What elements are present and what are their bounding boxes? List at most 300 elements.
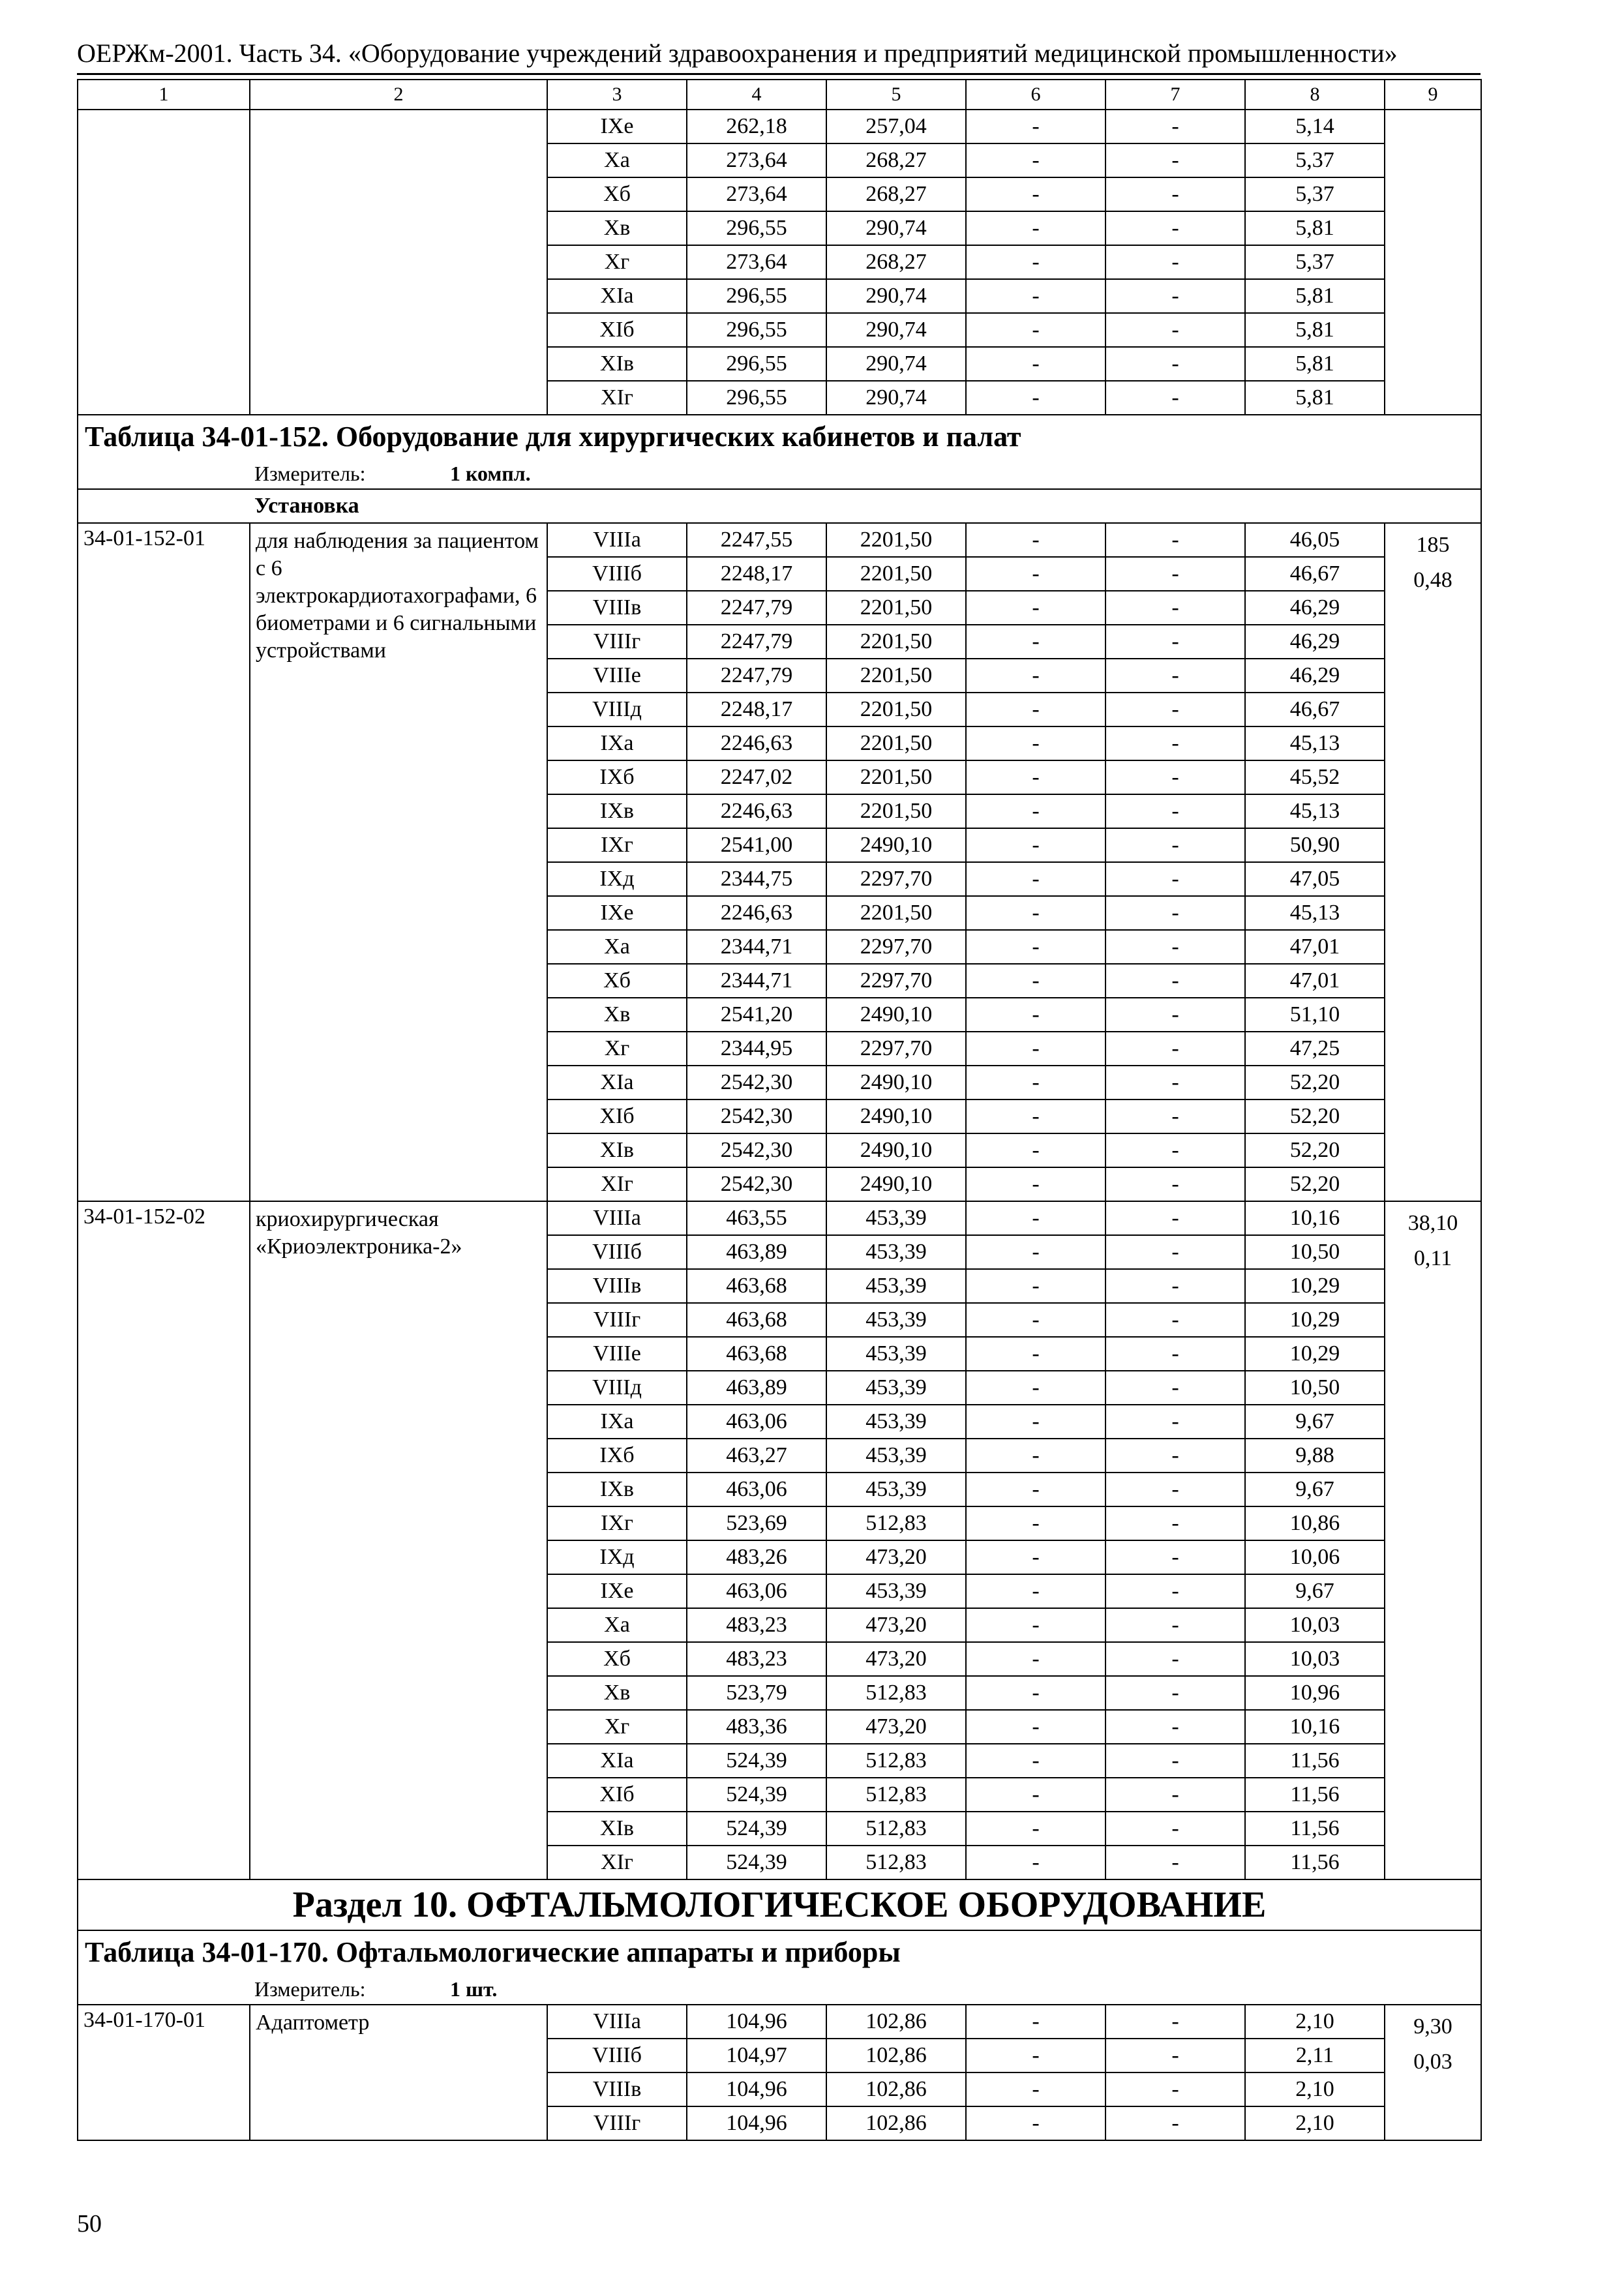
col8-cell: 10,06 — [1245, 1540, 1385, 1574]
document-header: ОЕРЖм-2001. Часть 34. «Оборудование учреждений здравоохранения и предприятий медицинской промышленности» — [77, 38, 1398, 68]
equipment-cost-cell: 453,39 — [826, 1303, 966, 1337]
total-cost-cell: 524,39 — [687, 1744, 826, 1778]
total-cost-cell: 463,27 — [687, 1439, 826, 1473]
page-number: 50 — [77, 2210, 102, 2237]
col6-cell: - — [966, 1574, 1105, 1608]
total-cost-cell: 262,18 — [687, 110, 826, 143]
region-cell: VIIIв — [547, 2072, 687, 2106]
region-cell: XIб — [547, 1100, 687, 1133]
equipment-cost-cell: 268,27 — [826, 177, 966, 211]
section-row — [78, 1879, 1481, 1930]
col6-cell: - — [966, 1133, 1105, 1167]
region-cell: Xв — [547, 1676, 687, 1710]
col8-cell: 5,81 — [1245, 211, 1385, 245]
equipment-cost-cell: 453,39 — [826, 1269, 966, 1303]
region-cell: IXа — [547, 726, 687, 760]
region-cell: XIа — [547, 1066, 687, 1100]
coef-cell — [1385, 1201, 1481, 1879]
region-cell: VIIIв — [547, 591, 687, 625]
col8-cell: 11,56 — [1245, 1812, 1385, 1846]
total-cost-cell: 2344,71 — [687, 930, 826, 964]
equipment-cost-cell: 2201,50 — [826, 557, 966, 591]
equipment-cost-cell: 2201,50 — [826, 625, 966, 659]
col6-cell: - — [966, 1608, 1105, 1642]
col8-cell: 9,67 — [1245, 1473, 1385, 1506]
region-cell: IXе — [547, 896, 687, 930]
col7-cell: - — [1105, 1676, 1245, 1710]
total-cost-cell: 2246,63 — [687, 726, 826, 760]
total-cost-cell: 483,23 — [687, 1642, 826, 1676]
total-cost-cell: 2542,30 — [687, 1167, 826, 1201]
total-cost-cell: 296,55 — [687, 279, 826, 313]
install-row — [78, 489, 1481, 523]
equipment-cost-cell: 2297,70 — [826, 862, 966, 896]
col7-cell: - — [1105, 523, 1245, 557]
table-row — [78, 110, 1481, 143]
table-title: Таблица 34-01-170. Офтальмологические аппараты и приборы — [78, 1930, 1481, 1974]
total-cost-cell: 296,55 — [687, 347, 826, 381]
equipment-cost-cell: 453,39 — [826, 1574, 966, 1608]
code-cell — [78, 110, 250, 415]
col6-cell: - — [966, 862, 1105, 896]
total-cost-cell: 104,96 — [687, 2005, 826, 2039]
equipment-cost-cell: 512,83 — [826, 1778, 966, 1812]
col6-cell: - — [966, 625, 1105, 659]
col7-cell: - — [1105, 1574, 1245, 1608]
meter-cell — [78, 458, 1481, 489]
meter-label: Измеритель: — [254, 1977, 366, 2001]
col6-cell: - — [966, 1337, 1105, 1371]
col7-cell: - — [1105, 998, 1245, 1032]
col8-cell: 51,10 — [1245, 998, 1385, 1032]
total-cost-cell: 463,06 — [687, 1405, 826, 1439]
col6-cell: - — [966, 1540, 1105, 1574]
col7-cell: - — [1105, 1201, 1245, 1235]
col8-cell: 10,03 — [1245, 1642, 1385, 1676]
equipment-cost-cell: 257,04 — [826, 110, 966, 143]
total-cost-cell: 2247,79 — [687, 659, 826, 693]
name-cell — [250, 110, 547, 415]
region-cell: VIIIб — [547, 2039, 687, 2072]
equipment-cost-cell: 102,86 — [826, 2039, 966, 2072]
col8-cell: 5,37 — [1245, 177, 1385, 211]
col7-cell: - — [1105, 245, 1245, 279]
col7-cell: - — [1105, 659, 1245, 693]
col6-cell: - — [966, 1846, 1105, 1879]
col6-cell: - — [966, 1506, 1105, 1540]
col6-cell: - — [966, 1676, 1105, 1710]
col6-cell: - — [966, 313, 1105, 347]
col7-cell: - — [1105, 279, 1245, 313]
region-cell: VIIIд — [547, 1371, 687, 1405]
region-cell: Xг — [547, 1710, 687, 1744]
column-number: 5 — [826, 80, 966, 110]
col8-cell: 47,25 — [1245, 1032, 1385, 1066]
col7-cell: - — [1105, 760, 1245, 794]
total-cost-cell: 2344,71 — [687, 964, 826, 998]
col6-cell: - — [966, 1710, 1105, 1744]
coef-cell — [1385, 2005, 1481, 2140]
col7-cell: - — [1105, 693, 1245, 726]
equipment-cost-cell: 2201,50 — [826, 523, 966, 557]
item-code: 34-01-152-02 — [78, 1201, 250, 1879]
total-cost-cell: 2542,30 — [687, 1100, 826, 1133]
table-row — [78, 523, 1481, 557]
region-cell: VIIIд — [547, 693, 687, 726]
region-cell: IXе — [547, 110, 687, 143]
col7-cell: - — [1105, 110, 1245, 143]
table-title: Таблица 34-01-152. Оборудование для хирургических кабинетов и палат — [78, 415, 1481, 458]
equipment-cost-cell: 512,83 — [826, 1506, 966, 1540]
col7-cell: - — [1105, 1100, 1245, 1133]
equipment-cost-cell: 512,83 — [826, 1744, 966, 1778]
col8-cell: 5,37 — [1245, 143, 1385, 177]
total-cost-cell: 483,26 — [687, 1540, 826, 1574]
column-number: 1 — [78, 80, 250, 110]
equipment-cost-cell: 268,27 — [826, 143, 966, 177]
region-cell: VIIIг — [547, 1303, 687, 1337]
col6-cell: - — [966, 2039, 1105, 2072]
region-cell: VIIIе — [547, 1337, 687, 1371]
col8-cell: 10,29 — [1245, 1269, 1385, 1303]
column-numbers-row — [78, 80, 1481, 110]
col8-cell: 11,56 — [1245, 1846, 1385, 1879]
col8-cell: 45,13 — [1245, 794, 1385, 828]
column-number: 6 — [966, 80, 1105, 110]
col8-cell: 10,03 — [1245, 1608, 1385, 1642]
total-cost-cell: 2246,63 — [687, 896, 826, 930]
col8-cell: 10,29 — [1245, 1303, 1385, 1337]
equipment-cost-cell: 512,83 — [826, 1676, 966, 1710]
item-code: 34-01-170-01 — [78, 2005, 250, 2140]
total-cost-cell: 2542,30 — [687, 1133, 826, 1167]
total-cost-cell: 483,36 — [687, 1710, 826, 1744]
col8-cell: 46,67 — [1245, 693, 1385, 726]
col7-cell: - — [1105, 794, 1245, 828]
col8-cell: 2,10 — [1245, 2106, 1385, 2140]
col8-cell: 47,05 — [1245, 862, 1385, 896]
region-cell: Xб — [547, 964, 687, 998]
col6-cell: - — [966, 523, 1105, 557]
table-row — [78, 1201, 1481, 1235]
col8-cell: 5,37 — [1245, 245, 1385, 279]
region-cell: IXа — [547, 1405, 687, 1439]
col7-cell: - — [1105, 211, 1245, 245]
meter-label: Измеритель: — [254, 462, 366, 485]
column-number: 8 — [1245, 80, 1385, 110]
col7-cell: - — [1105, 1371, 1245, 1405]
equipment-cost-cell: 2297,70 — [826, 964, 966, 998]
equipment-cost-cell: 473,20 — [826, 1642, 966, 1676]
region-cell: VIIIб — [547, 1235, 687, 1269]
col7-cell: - — [1105, 313, 1245, 347]
total-cost-cell: 463,89 — [687, 1371, 826, 1405]
col6-cell: - — [966, 279, 1105, 313]
col8-cell: 46,05 — [1245, 523, 1385, 557]
col7-cell: - — [1105, 1133, 1245, 1167]
equipment-cost-cell: 290,74 — [826, 347, 966, 381]
region-cell: VIIIв — [547, 1269, 687, 1303]
col7-cell: - — [1105, 1744, 1245, 1778]
col6-cell: - — [966, 245, 1105, 279]
col8-cell: 45,13 — [1245, 896, 1385, 930]
meter-row — [78, 1974, 1481, 2005]
region-cell: IXв — [547, 794, 687, 828]
col7-cell: - — [1105, 726, 1245, 760]
col7-cell: - — [1105, 1303, 1245, 1337]
col7-cell: - — [1105, 1710, 1245, 1744]
total-cost-cell: 2248,17 — [687, 693, 826, 726]
equipment-cost-cell: 2201,50 — [826, 794, 966, 828]
total-cost-cell: 2247,79 — [687, 625, 826, 659]
col6-cell: - — [966, 659, 1105, 693]
col7-cell: - — [1105, 625, 1245, 659]
equipment-cost-cell: 2201,50 — [826, 760, 966, 794]
total-cost-cell: 2246,63 — [687, 794, 826, 828]
total-cost-cell: 273,64 — [687, 245, 826, 279]
region-cell: XIа — [547, 279, 687, 313]
meter-cell — [78, 1974, 1481, 2005]
col6-cell: - — [966, 211, 1105, 245]
total-cost-cell: 463,68 — [687, 1337, 826, 1371]
region-cell: IXе — [547, 1574, 687, 1608]
region-cell: XIг — [547, 381, 687, 415]
total-cost-cell: 523,69 — [687, 1506, 826, 1540]
col6-cell: - — [966, 964, 1105, 998]
col6-cell: - — [966, 760, 1105, 794]
equipment-cost-cell: 2201,50 — [826, 693, 966, 726]
col8-cell: 52,20 — [1245, 1133, 1385, 1167]
column-number: 3 — [547, 80, 687, 110]
item-name: для наблюдения за пациентом с 6 электрокардиотахографами, 6 биометрами и 6 сигнальными устройствами — [250, 523, 547, 1201]
region-cell: VIIIг — [547, 625, 687, 659]
equipment-cost-cell: 453,39 — [826, 1337, 966, 1371]
region-cell: Xг — [547, 1032, 687, 1066]
col6-cell: - — [966, 1405, 1105, 1439]
col6-cell: - — [966, 998, 1105, 1032]
total-cost-cell: 463,68 — [687, 1269, 826, 1303]
total-cost-cell: 2344,95 — [687, 1032, 826, 1066]
col6-cell: - — [966, 1100, 1105, 1133]
col8-cell: 5,81 — [1245, 279, 1385, 313]
rates-table — [77, 79, 1482, 2141]
col6-cell: - — [966, 347, 1105, 381]
coef-value-1: 185 — [1416, 533, 1450, 557]
table-title-row — [78, 1930, 1481, 1974]
region-cell: Xа — [547, 930, 687, 964]
col8-cell: 10,96 — [1245, 1676, 1385, 1710]
col6-cell: - — [966, 2072, 1105, 2106]
total-cost-cell: 2247,55 — [687, 523, 826, 557]
col7-cell: - — [1105, 1608, 1245, 1642]
col7-cell: - — [1105, 1269, 1245, 1303]
region-cell: Xб — [547, 1642, 687, 1676]
equipment-cost-cell: 2490,10 — [826, 1167, 966, 1201]
region-cell: Xв — [547, 998, 687, 1032]
equipment-cost-cell: 453,39 — [826, 1439, 966, 1473]
equipment-cost-cell: 453,39 — [826, 1405, 966, 1439]
column-number: 2 — [250, 80, 547, 110]
col7-cell: - — [1105, 1167, 1245, 1201]
total-cost-cell: 523,79 — [687, 1676, 826, 1710]
col8-cell: 45,13 — [1245, 726, 1385, 760]
table-title-row — [78, 415, 1481, 458]
col6-cell: - — [966, 2106, 1105, 2140]
item-name: криохирургическая «Криоэлектроника-2» — [250, 1201, 547, 1879]
col6-cell: - — [966, 1167, 1105, 1201]
total-cost-cell: 2248,17 — [687, 557, 826, 591]
equipment-cost-cell: 473,20 — [826, 1608, 966, 1642]
total-cost-cell: 463,06 — [687, 1574, 826, 1608]
col6-cell: - — [966, 1473, 1105, 1506]
region-cell: IXб — [547, 1439, 687, 1473]
col7-cell: - — [1105, 862, 1245, 896]
col6-cell: - — [966, 726, 1105, 760]
col8-cell: 5,14 — [1245, 110, 1385, 143]
col8-cell: 46,29 — [1245, 591, 1385, 625]
total-cost-cell: 2344,75 — [687, 862, 826, 896]
col7-cell: - — [1105, 1846, 1245, 1879]
region-cell: IXг — [547, 1506, 687, 1540]
coef-value-2: 0,03 — [1413, 2050, 1452, 2074]
total-cost-cell: 273,64 — [687, 143, 826, 177]
coef-value-1: 9,30 — [1413, 2014, 1452, 2039]
col6-cell: - — [966, 693, 1105, 726]
col8-cell: 11,56 — [1245, 1744, 1385, 1778]
col6-cell: - — [966, 1812, 1105, 1846]
total-cost-cell: 296,55 — [687, 381, 826, 415]
col6-cell: - — [966, 1778, 1105, 1812]
region-cell: Xа — [547, 143, 687, 177]
col7-cell: - — [1105, 2005, 1245, 2039]
meter-unit: 1 шт. — [450, 1977, 498, 2001]
column-number: 4 — [687, 80, 826, 110]
col7-cell: - — [1105, 1812, 1245, 1846]
col8-cell: 9,88 — [1245, 1439, 1385, 1473]
col7-cell: - — [1105, 2106, 1245, 2140]
equipment-cost-cell: 2297,70 — [826, 930, 966, 964]
col7-cell: - — [1105, 1032, 1245, 1066]
total-cost-cell: 104,97 — [687, 2039, 826, 2072]
equipment-cost-cell: 473,20 — [826, 1540, 966, 1574]
region-cell: Xа — [547, 1608, 687, 1642]
col6-cell: - — [966, 1439, 1105, 1473]
total-cost-cell: 524,39 — [687, 1846, 826, 1879]
total-cost-cell: 2541,00 — [687, 828, 826, 862]
col7-cell: - — [1105, 177, 1245, 211]
col7-cell: - — [1105, 1473, 1245, 1506]
col8-cell: 9,67 — [1245, 1405, 1385, 1439]
col8-cell: 9,67 — [1245, 1574, 1385, 1608]
col6-cell: - — [966, 1642, 1105, 1676]
col8-cell: 46,67 — [1245, 557, 1385, 591]
equipment-cost-cell: 2201,50 — [826, 726, 966, 760]
equipment-cost-cell: 473,20 — [826, 1710, 966, 1744]
total-cost-cell: 463,68 — [687, 1303, 826, 1337]
col6-cell: - — [966, 1032, 1105, 1066]
equipment-cost-cell: 2201,50 — [826, 659, 966, 693]
col8-cell: 10,29 — [1245, 1337, 1385, 1371]
equipment-cost-cell: 102,86 — [826, 2106, 966, 2140]
col8-cell: 46,29 — [1245, 659, 1385, 693]
region-cell: Xг — [547, 245, 687, 279]
total-cost-cell: 2542,30 — [687, 1066, 826, 1100]
col7-cell: - — [1105, 930, 1245, 964]
total-cost-cell: 296,55 — [687, 313, 826, 347]
region-cell: XIг — [547, 1846, 687, 1879]
meter-unit: 1 компл. — [450, 462, 531, 485]
equipment-cost-cell: 2490,10 — [826, 1133, 966, 1167]
col6-cell: - — [966, 381, 1105, 415]
equipment-cost-cell: 512,83 — [826, 1812, 966, 1846]
col8-cell: 10,16 — [1245, 1710, 1385, 1744]
equipment-cost-cell: 512,83 — [826, 1846, 966, 1879]
col6-cell: - — [966, 1201, 1105, 1235]
total-cost-cell: 2541,20 — [687, 998, 826, 1032]
equipment-cost-cell: 102,86 — [826, 2005, 966, 2039]
equipment-cost-cell: 2490,10 — [826, 1066, 966, 1100]
install-label: Установка — [78, 489, 1481, 523]
col8-cell: 10,16 — [1245, 1201, 1385, 1235]
col8-cell: 2,10 — [1245, 2005, 1385, 2039]
region-cell: XIг — [547, 1167, 687, 1201]
col7-cell: - — [1105, 1337, 1245, 1371]
coef-cell — [1385, 110, 1481, 415]
col7-cell: - — [1105, 2039, 1245, 2072]
coef-cell — [1385, 523, 1481, 1201]
col8-cell: 47,01 — [1245, 930, 1385, 964]
col8-cell: 10,50 — [1245, 1235, 1385, 1269]
col7-cell: - — [1105, 591, 1245, 625]
total-cost-cell: 104,96 — [687, 2072, 826, 2106]
region-cell: IXб — [547, 760, 687, 794]
col8-cell: 52,20 — [1245, 1100, 1385, 1133]
region-cell: VIIIа — [547, 523, 687, 557]
region-cell: Xб — [547, 177, 687, 211]
col8-cell: 11,56 — [1245, 1778, 1385, 1812]
col8-cell: 45,52 — [1245, 760, 1385, 794]
region-cell: XIб — [547, 313, 687, 347]
col7-cell: - — [1105, 381, 1245, 415]
col8-cell: 10,86 — [1245, 1506, 1385, 1540]
equipment-cost-cell: 2490,10 — [826, 828, 966, 862]
region-cell: XIв — [547, 1133, 687, 1167]
col7-cell: - — [1105, 1540, 1245, 1574]
col7-cell: - — [1105, 1506, 1245, 1540]
col7-cell: - — [1105, 896, 1245, 930]
equipment-cost-cell: 2297,70 — [826, 1032, 966, 1066]
col6-cell: - — [966, 110, 1105, 143]
col6-cell: - — [966, 1371, 1105, 1405]
equipment-cost-cell: 290,74 — [826, 313, 966, 347]
region-cell: IXд — [547, 862, 687, 896]
total-cost-cell: 273,64 — [687, 177, 826, 211]
equipment-cost-cell: 2490,10 — [826, 1100, 966, 1133]
region-cell: VIIIб — [547, 557, 687, 591]
region-cell: VIIIг — [547, 2106, 687, 2140]
total-cost-cell: 483,23 — [687, 1608, 826, 1642]
col8-cell: 50,90 — [1245, 828, 1385, 862]
total-cost-cell: 2247,79 — [687, 591, 826, 625]
col6-cell: - — [966, 1744, 1105, 1778]
col7-cell: - — [1105, 557, 1245, 591]
col8-cell: 10,50 — [1245, 1371, 1385, 1405]
col6-cell: - — [966, 1066, 1105, 1100]
column-number: 7 — [1105, 80, 1245, 110]
col7-cell: - — [1105, 1439, 1245, 1473]
col7-cell: - — [1105, 143, 1245, 177]
equipment-cost-cell: 2201,50 — [826, 591, 966, 625]
